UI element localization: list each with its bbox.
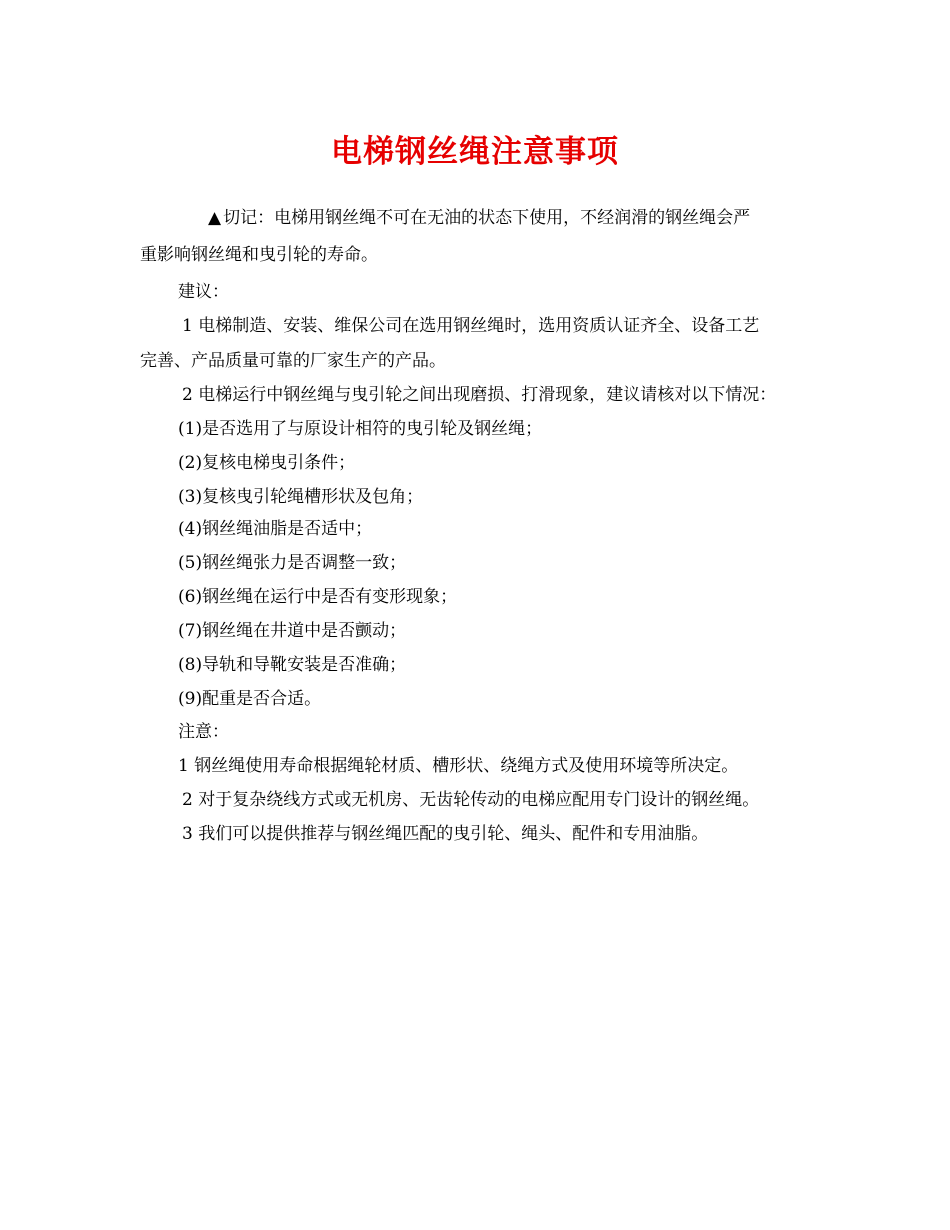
suggestion-1-line-1: 1 电梯制造、安装、维保公司在选用钢丝绳时，选用资质认证齐全、设备工艺 bbox=[182, 316, 760, 336]
warning-text-1: 切记：电梯用钢丝绳不可在无油的状态下使用，不经润滑的钢丝绳会严 bbox=[223, 208, 751, 228]
checklist-item: (5)钢丝绳张力是否调整一致； bbox=[178, 553, 407, 573]
suggestion-heading: 建议： bbox=[178, 282, 229, 302]
document-title: 电梯钢丝绳注意事项 bbox=[331, 134, 619, 170]
checklist-item: (9)配重是否合适。 bbox=[178, 689, 322, 709]
suggestion-2-line-1: 2 电梯运行中钢丝绳与曳引轮之间出现磨损、打滑现象，建议请核对以下情况： bbox=[182, 385, 777, 405]
note-item: 1 钢丝绳使用寿命根据绳轮材质、槽形状、绕绳方式及使用环境等所决定。 bbox=[178, 756, 739, 776]
checklist-item: (7)钢丝绳在井道中是否颤动； bbox=[178, 621, 407, 641]
note-item: 2 对于复杂绕线方式或无机房、无齿轮传动的电梯应配用专门设计的钢丝绳。 bbox=[182, 790, 760, 810]
note-item: 3 我们可以提供推荐与钢丝绳匹配的曳引轮、绳头、配件和专用油脂。 bbox=[182, 824, 709, 844]
warning-triangle-icon: ▲ bbox=[208, 208, 222, 228]
checklist-item: (6)钢丝绳在运行中是否有变形现象； bbox=[178, 587, 458, 607]
warning-line-1 bbox=[208, 207, 750, 229]
checklist-item: (1)是否选用了与原设计相符的曳引轮及钢丝绳； bbox=[178, 419, 543, 439]
checklist-item: (8)导轨和导靴安装是否准确； bbox=[178, 655, 407, 675]
warning-line-2: 重影响钢丝绳和曳引轮的寿命。 bbox=[140, 245, 378, 265]
checklist-item: (3)复核曳引轮绳槽形状及包角； bbox=[178, 487, 424, 507]
notes-heading: 注意： bbox=[178, 722, 229, 742]
checklist-item: (2)复核电梯曳引条件； bbox=[178, 453, 356, 473]
suggestion-1-line-2: 完善、产品质量可靠的厂家生产的产品。 bbox=[140, 351, 446, 371]
checklist-item: (4)钢丝绳油脂是否适中； bbox=[178, 519, 373, 539]
